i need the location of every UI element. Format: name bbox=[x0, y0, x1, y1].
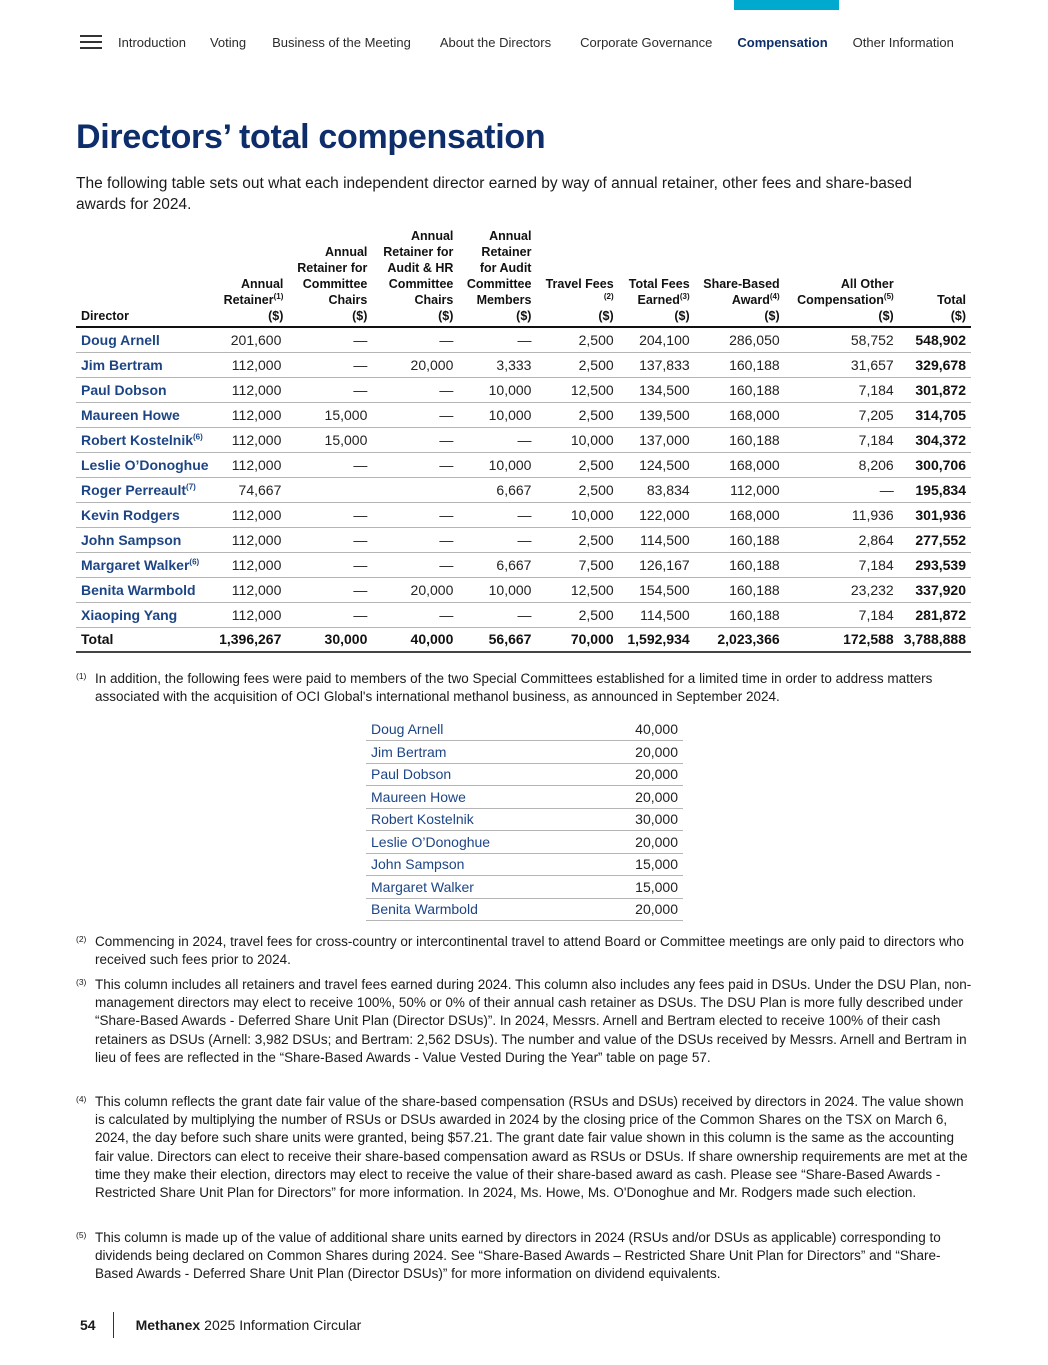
cell-other-comp: 7,184 bbox=[785, 427, 899, 452]
table-row bbox=[76, 527, 971, 552]
cell-other-comp: 31,657 bbox=[785, 352, 899, 377]
cell-committee-chairs bbox=[286, 477, 372, 502]
cell-audit-hr-chairs: 20,000 bbox=[372, 352, 458, 377]
nav-business-of-the-meeting[interactable]: Business of the Meeting bbox=[272, 34, 411, 50]
director-name[interactable]: Leslie O’Donoghue bbox=[76, 452, 214, 477]
table-row bbox=[76, 352, 971, 377]
footer-divider bbox=[113, 1312, 114, 1338]
list-item bbox=[366, 763, 683, 786]
cell-other-comp: 11,936 bbox=[785, 502, 899, 527]
special-value: 40,000 bbox=[591, 718, 683, 741]
footnote-text: This column reflects the grant date fair value of the share-based compensation (RSUs and DSUs) received by directors in 2024. The value shown is calculated by multiplying the number of RSUs or DSUs awarded in 2024 by the closing price of the Common Shares on the TSX on March 6, 2024, the day before such share units were granted, being $57.21. The grant date fair value shown in this column is the same as the accounting fair value. Directors can elect to receive their share-based compensation award as RSUs or DSUs. If share ownership requirements are met at the time they make their election, directors may elect to receive the value of their share-based award as cash. Please see “Share-Based Awards - Restricted Share Unit Plan for Directors” for more information. In 2024, Ms. Howe, Ms. O'Donoghue and Mr. Rodgers made such election. bbox=[95, 1094, 968, 1201]
cell-committee-chairs: — bbox=[286, 527, 372, 552]
cell-audit-members: 10,000 bbox=[458, 577, 536, 602]
footnote-text: Commencing in 2024, travel fees for cross-country or intercontinental travel to attend Board or Committee meetings are only paid to directors who received such fees prior to 2024. bbox=[95, 934, 964, 968]
cell-travel-fees: 2,500 bbox=[536, 352, 618, 377]
cell-total: 301,872 bbox=[899, 377, 971, 402]
footnote-mark: (4) bbox=[76, 1094, 87, 1104]
list-item bbox=[366, 718, 683, 741]
col-share-based-award: Share-Based Award$^{(4)}$ ($) bbox=[695, 228, 785, 327]
special-value: 20,000 bbox=[591, 786, 683, 809]
cell-other-comp: 7,184 bbox=[785, 377, 899, 402]
document-title: 2025 Information Circular bbox=[204, 1317, 362, 1333]
cell-total: 337,920 bbox=[899, 577, 971, 602]
cell-total-fees: 137,833 bbox=[619, 352, 695, 377]
cell-travel-fees: 7,500 bbox=[536, 552, 618, 577]
cell-annual-retainer: 112,000 bbox=[214, 427, 287, 452]
cell-committee-chairs: — bbox=[286, 552, 372, 577]
footnote-mark: (5) bbox=[76, 1230, 87, 1240]
cell-audit-members: — bbox=[458, 327, 536, 352]
cell-other-comp: 7,184 bbox=[785, 602, 899, 627]
cell-audit-members: 10,000 bbox=[458, 377, 536, 402]
cell-audit-hr-chairs: — bbox=[372, 377, 458, 402]
director-name[interactable]: Benita Warmbold bbox=[76, 577, 214, 602]
nav-introduction[interactable]: Introduction bbox=[118, 34, 186, 50]
total-committee-chairs: 30,000 bbox=[286, 627, 372, 652]
total-share-based: 2,023,366 bbox=[695, 627, 785, 652]
cell-total-fees: 122,000 bbox=[619, 502, 695, 527]
director-name[interactable]: Jim Bertram bbox=[76, 352, 214, 377]
list-item bbox=[366, 831, 683, 854]
col-audit-hr-chairs: Annual Retainer for Audit & HR Committee Chairs ($) bbox=[372, 228, 458, 327]
footnote-text: In addition, the following fees were paid to members of the two Special Committees established for a limited time in order to address matters associated with the acquisition of OCI Global's international methanol business, as announced in September 2024. bbox=[95, 671, 933, 705]
cell-travel-fees: 2,500 bbox=[536, 527, 618, 552]
director-name[interactable]: Roger Perreault$^{(7)}$ bbox=[76, 477, 214, 502]
total-total-fees: 1,592,934 bbox=[619, 627, 695, 652]
cell-other-comp: 2,864 bbox=[785, 527, 899, 552]
cell-committee-chairs: — bbox=[286, 577, 372, 602]
cell-annual-retainer: 112,000 bbox=[214, 527, 287, 552]
director-name[interactable]: Margaret Walker$^{(6)}$ bbox=[76, 552, 214, 577]
cell-share-based: 168,000 bbox=[695, 502, 785, 527]
cell-audit-hr-chairs: — bbox=[372, 327, 458, 352]
cell-total-fees: 154,500 bbox=[619, 577, 695, 602]
cell-total-fees: 124,500 bbox=[619, 452, 695, 477]
cell-share-based: 160,188 bbox=[695, 427, 785, 452]
director-name[interactable]: Doug Arnell bbox=[76, 327, 214, 352]
cell-share-based: 168,000 bbox=[695, 402, 785, 427]
cell-total: 329,678 bbox=[899, 352, 971, 377]
cell-audit-members: — bbox=[458, 527, 536, 552]
list-item bbox=[366, 741, 683, 764]
special-name: Maureen Howe bbox=[366, 786, 591, 809]
top-navigation bbox=[80, 32, 954, 52]
cell-audit-members: 3,333 bbox=[458, 352, 536, 377]
cell-share-based: 160,188 bbox=[695, 352, 785, 377]
cell-travel-fees: 2,500 bbox=[536, 452, 618, 477]
special-name: John Sampson bbox=[366, 853, 591, 876]
special-committee-fees-table bbox=[366, 718, 683, 921]
cell-total: 281,872 bbox=[899, 602, 971, 627]
menu-icon[interactable] bbox=[80, 35, 102, 49]
active-section-indicator bbox=[734, 0, 839, 10]
cell-audit-hr-chairs: — bbox=[372, 602, 458, 627]
intro-paragraph: The following table sets out what each independent director earned by way of annual retainer, other fees and share-based awards for 2024. bbox=[76, 175, 912, 213]
total-label: Total bbox=[76, 627, 214, 652]
cell-audit-members: — bbox=[458, 427, 536, 452]
cell-travel-fees: 2,500 bbox=[536, 602, 618, 627]
special-name: Leslie O’Donoghue bbox=[366, 831, 591, 854]
total-other-comp: 172,588 bbox=[785, 627, 899, 652]
table-total-row bbox=[76, 627, 971, 652]
cell-committee-chairs: — bbox=[286, 502, 372, 527]
footnote-2 bbox=[76, 933, 976, 969]
cell-committee-chairs: — bbox=[286, 352, 372, 377]
cell-audit-members: — bbox=[458, 502, 536, 527]
special-value: 15,000 bbox=[591, 876, 683, 899]
col-total: Total ($) bbox=[899, 228, 971, 327]
cell-share-based: 160,188 bbox=[695, 552, 785, 577]
table-row bbox=[76, 552, 971, 577]
cell-travel-fees: 10,000 bbox=[536, 427, 618, 452]
col-all-other-compensation: All Other Compensation$^{(5)}$ ($) bbox=[785, 228, 899, 327]
special-name: Jim Bertram bbox=[366, 741, 591, 764]
special-name: Benita Warmbold bbox=[366, 898, 591, 921]
special-value: 20,000 bbox=[591, 741, 683, 764]
cell-committee-chairs: — bbox=[286, 452, 372, 477]
cell-audit-members: 6,667 bbox=[458, 552, 536, 577]
cell-total: 301,936 bbox=[899, 502, 971, 527]
footnote-mark: (1) bbox=[76, 671, 87, 681]
footnote-text: This column is made up of the value of additional share units earned by directors in 2024 (RSUs and/or DSUs as applicable) corresponding to dividends being declared on Common Shares during 2024. See “Share-Based Awards – Restricted Share Unit Plan for Directors” and “Share-Based Awards - Deferred Share Unit Plan (Director DSUs)” for more information on dividend equivalents. bbox=[95, 1230, 941, 1282]
cell-annual-retainer: 112,000 bbox=[214, 377, 287, 402]
cell-total: 304,372 bbox=[899, 427, 971, 452]
col-director: Director bbox=[76, 228, 214, 327]
cell-share-based: 168,000 bbox=[695, 452, 785, 477]
footnote-1 bbox=[76, 670, 976, 706]
cell-audit-members: 6,667 bbox=[458, 477, 536, 502]
cell-audit-hr-chairs: — bbox=[372, 402, 458, 427]
special-value: 15,000 bbox=[591, 853, 683, 876]
footnote-5 bbox=[76, 1229, 976, 1284]
special-value: 30,000 bbox=[591, 808, 683, 831]
cell-share-based: 112,000 bbox=[695, 477, 785, 502]
col-committee-chairs: Annual Retainer for Committee Chairs ($) bbox=[286, 228, 372, 327]
footnote-mark: (3) bbox=[76, 977, 87, 987]
cell-total-fees: 114,500 bbox=[619, 602, 695, 627]
nav-about-the-directors[interactable]: About the Directors bbox=[439, 34, 552, 50]
special-name: Paul Dobson bbox=[366, 763, 591, 786]
cell-travel-fees: 2,500 bbox=[536, 402, 618, 427]
table-row bbox=[76, 577, 971, 602]
page-number: 54 bbox=[80, 1317, 96, 1333]
director-name[interactable]: Kevin Rodgers bbox=[76, 502, 214, 527]
col-annual-retainer: Annual Retainer$^{(1)}$ ($) bbox=[214, 228, 287, 327]
cell-travel-fees: 2,500 bbox=[536, 327, 618, 352]
cell-annual-retainer: 112,000 bbox=[214, 452, 287, 477]
cell-total: 548,902 bbox=[899, 327, 971, 352]
cell-annual-retainer: 112,000 bbox=[214, 602, 287, 627]
special-name: Doug Arnell bbox=[366, 718, 591, 741]
total-travel-fees: 70,000 bbox=[536, 627, 618, 652]
total-audit-members: 56,667 bbox=[458, 627, 536, 652]
director-name[interactable]: Maureen Howe bbox=[76, 402, 214, 427]
list-item bbox=[366, 808, 683, 831]
table-row bbox=[76, 377, 971, 402]
table-row bbox=[76, 327, 971, 352]
special-value: 20,000 bbox=[591, 898, 683, 921]
cell-committee-chairs: — bbox=[286, 377, 372, 402]
cell-total-fees: 134,500 bbox=[619, 377, 695, 402]
cell-committee-chairs: — bbox=[286, 602, 372, 627]
cell-total: 277,552 bbox=[899, 527, 971, 552]
table-header-row bbox=[76, 228, 971, 327]
col-audit-members: Annual Retainer for Audit Committee Members ($) bbox=[458, 228, 536, 327]
special-value: 20,000 bbox=[591, 831, 683, 854]
total-annual-retainer: 1,396,267 bbox=[214, 627, 287, 652]
cell-audit-members: 10,000 bbox=[458, 452, 536, 477]
director-name[interactable]: Xiaoping Yang bbox=[76, 602, 214, 627]
cell-total-fees: 204,100 bbox=[619, 327, 695, 352]
cell-total: 300,706 bbox=[899, 452, 971, 477]
director-name[interactable]: Paul Dobson bbox=[76, 377, 214, 402]
special-name: Margaret Walker bbox=[366, 876, 591, 899]
nav-voting[interactable]: Voting bbox=[209, 34, 247, 50]
cell-annual-retainer: 201,600 bbox=[214, 327, 287, 352]
cell-annual-retainer: 112,000 bbox=[214, 502, 287, 527]
footnote-text: This column includes all retainers and travel fees earned during 2024. This column also includes any fees paid in DSUs. Under the DSU Plan, non-management directors may elect to receive 100%, 50% or 0% of their annual cash retainer as DSUs. The DSU Plan is more fully described under “Share-Based Awards - Deferred Share Unit Plan (Director DSUs)”. In 2024, Messrs. Arnell and Bertram elected to receive 100% of their cash retainers as DSUs (Arnell: 3,982 DSUs; and Bertram: 2,562 DSUs). The number and value of the DSUs received by Messrs. Arnell and Bertram in lieu of fees are reflected in the “Share-Based Awards - Value Vested During the Year” table on page 57. bbox=[95, 977, 972, 1065]
table-row bbox=[76, 427, 971, 452]
cell-travel-fees: 12,500 bbox=[536, 577, 618, 602]
cell-total: 195,834 bbox=[899, 477, 971, 502]
cell-audit-hr-chairs bbox=[372, 477, 458, 502]
special-value: 20,000 bbox=[591, 763, 683, 786]
nav-other-information[interactable]: Other Information bbox=[852, 34, 954, 50]
footnote-mark: (2) bbox=[76, 934, 87, 944]
cell-committee-chairs: 15,000 bbox=[286, 427, 372, 452]
cell-audit-hr-chairs: — bbox=[372, 552, 458, 577]
table-row bbox=[76, 502, 971, 527]
cell-audit-hr-chairs: — bbox=[372, 427, 458, 452]
table-row bbox=[76, 452, 971, 477]
cell-total: 293,539 bbox=[899, 552, 971, 577]
cell-audit-hr-chairs: — bbox=[372, 502, 458, 527]
cell-audit-members: — bbox=[458, 602, 536, 627]
cell-other-comp: — bbox=[785, 477, 899, 502]
cell-total: 314,705 bbox=[899, 402, 971, 427]
director-name[interactable]: Robert Kostelnik$^{(6)}$ bbox=[76, 427, 214, 452]
page-title: Directors’ total compensation bbox=[76, 118, 546, 156]
table-row bbox=[76, 477, 971, 502]
cell-share-based: 160,188 bbox=[695, 377, 785, 402]
cell-annual-retainer: 112,000 bbox=[214, 577, 287, 602]
nav-compensation[interactable]: Compensation bbox=[737, 34, 828, 50]
table-row bbox=[76, 402, 971, 427]
cell-audit-hr-chairs: — bbox=[372, 527, 458, 552]
cell-travel-fees: 10,000 bbox=[536, 502, 618, 527]
cell-total-fees: 137,000 bbox=[619, 427, 695, 452]
cell-share-based: 286,050 bbox=[695, 327, 785, 352]
nav-corporate-governance[interactable]: Corporate Governance bbox=[580, 34, 713, 50]
cell-share-based: 160,188 bbox=[695, 602, 785, 627]
footnote-3 bbox=[76, 976, 976, 1067]
cell-audit-members: 10,000 bbox=[458, 402, 536, 427]
cell-total-fees: 83,834 bbox=[619, 477, 695, 502]
brand-name: Methanex bbox=[135, 1317, 201, 1333]
cell-annual-retainer: 112,000 bbox=[214, 352, 287, 377]
cell-total-fees: 126,167 bbox=[619, 552, 695, 577]
list-item bbox=[366, 898, 683, 921]
cell-annual-retainer: 112,000 bbox=[214, 402, 287, 427]
cell-other-comp: 7,184 bbox=[785, 552, 899, 577]
list-item bbox=[366, 853, 683, 876]
cell-audit-hr-chairs: — bbox=[372, 452, 458, 477]
list-item bbox=[366, 786, 683, 809]
col-travel-fees: Travel Fees $^{(2)}$ ($) bbox=[536, 228, 618, 327]
directors-compensation-table bbox=[76, 228, 971, 653]
director-name[interactable]: John Sampson bbox=[76, 527, 214, 552]
cell-share-based: 160,188 bbox=[695, 577, 785, 602]
cell-travel-fees: 12,500 bbox=[536, 377, 618, 402]
cell-other-comp: 58,752 bbox=[785, 327, 899, 352]
cell-share-based: 160,188 bbox=[695, 527, 785, 552]
cell-other-comp: 8,206 bbox=[785, 452, 899, 477]
list-item bbox=[366, 876, 683, 899]
cell-travel-fees: 2,500 bbox=[536, 477, 618, 502]
table-row bbox=[76, 602, 971, 627]
cell-committee-chairs: — bbox=[286, 327, 372, 352]
cell-total-fees: 139,500 bbox=[619, 402, 695, 427]
special-name: Robert Kostelnik bbox=[366, 808, 591, 831]
total-grand-total: 3,788,888 bbox=[899, 627, 971, 652]
page-footer bbox=[80, 1312, 361, 1338]
total-audit-hr-chairs: 40,000 bbox=[372, 627, 458, 652]
cell-other-comp: 7,205 bbox=[785, 402, 899, 427]
cell-total-fees: 114,500 bbox=[619, 527, 695, 552]
cell-annual-retainer: 112,000 bbox=[214, 552, 287, 577]
cell-other-comp: 23,232 bbox=[785, 577, 899, 602]
cell-annual-retainer: 74,667 bbox=[214, 477, 287, 502]
col-total-fees-earned: Total Fees Earned$^{(3)}$ ($) bbox=[619, 228, 695, 327]
cell-committee-chairs: 15,000 bbox=[286, 402, 372, 427]
cell-audit-hr-chairs: 20,000 bbox=[372, 577, 458, 602]
footnote-4 bbox=[76, 1093, 976, 1202]
